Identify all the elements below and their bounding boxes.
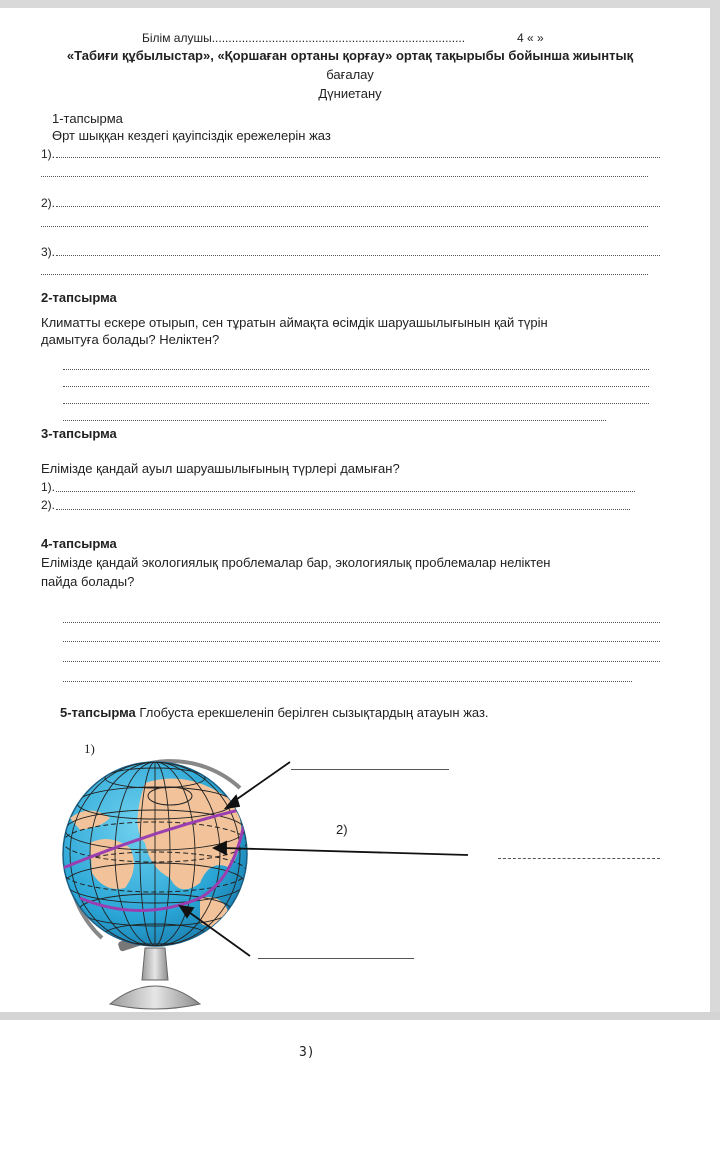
task3-answer-line-2[interactable]	[56, 509, 630, 510]
task5-heading: 5-тапсырма	[60, 705, 136, 720]
task3-item-1-label: 1).	[41, 480, 56, 494]
task3-heading: 3-тапсырма	[41, 426, 117, 441]
grade-label: 4 « »	[517, 31, 544, 45]
task4-heading: 4-тапсырма	[41, 536, 117, 551]
task2-answer-line-1[interactable]	[63, 369, 649, 370]
task4-question-line-1: Елімізде қандай экологиялық проблемалар бар, экологиялық проблемалар неліктен	[41, 555, 551, 570]
task1-answer-line-3b[interactable]	[41, 274, 648, 275]
globe-illustration	[50, 748, 480, 1014]
subject-title: Дүниетану	[318, 86, 382, 101]
globe-label-3: 3)	[299, 1045, 315, 1060]
task2-answer-line-3[interactable]	[63, 403, 649, 404]
task1-item-2-label: 2).	[41, 196, 56, 210]
task4-answer-line-4[interactable]	[63, 681, 632, 682]
task1-answer-line-2b[interactable]	[41, 226, 648, 227]
task3-question: Елімізде қандай ауыл шаруашылығының түрлері дамыған?	[41, 461, 400, 476]
task1-answer-line-1b[interactable]	[41, 176, 648, 177]
task4-question-line-2: пайда болады?	[41, 574, 135, 589]
task2-answer-line-4[interactable]	[63, 420, 606, 421]
title-line-2: бағалау	[326, 67, 374, 82]
task1-question: Өрт шыққан кездегі қауіпсіздік ережелерін жаз	[52, 128, 331, 143]
task4-answer-line-1[interactable]	[63, 622, 660, 623]
task4-answer-line-2[interactable]	[63, 641, 660, 642]
task1-answer-line-2a[interactable]	[56, 206, 660, 207]
task1-answer-line-3a[interactable]	[56, 255, 660, 256]
globe-label-2: 2)	[336, 822, 348, 837]
task1-item-3-label: 3).	[41, 245, 56, 259]
title-line-1: «Табиғи құбылыстар», «Қоршаған ортаны қорғау» ортақ тақырыбы бойынша жиынтық	[66, 48, 634, 63]
page-top-border	[0, 0, 720, 8]
task2-question-line-1: Климатты ескере отырып, сен тұратын аймақта өсімдік шаруашылығынын қай түрін	[41, 315, 548, 330]
task4-answer-line-3[interactable]	[63, 661, 660, 662]
task1-answer-line-1a[interactable]	[56, 157, 660, 158]
student-name-label: Білім алушы............................................................................	[142, 31, 466, 45]
task5-prompt	[60, 705, 489, 721]
task2-question-line-2: дамытуға болады? Неліктен?	[41, 332, 220, 347]
task2-heading: 2-тапсырма	[41, 290, 117, 305]
task3-item-2-label: 2).	[41, 498, 56, 512]
page-separator	[0, 1012, 720, 1020]
task1-heading: 1-тапсырма	[52, 111, 123, 126]
task5-question: Глобуста ерекшеленіп берілген сызықтардың атауын жаз.	[135, 705, 489, 720]
globe-label-1: 1)	[84, 741, 95, 756]
task3-answer-line-1[interactable]	[56, 491, 635, 492]
task2-answer-line-2[interactable]	[63, 386, 649, 387]
task1-item-1-label: 1).	[41, 147, 56, 161]
globe-answer-line-2[interactable]	[498, 858, 660, 859]
page-right-border	[710, 0, 720, 1018]
